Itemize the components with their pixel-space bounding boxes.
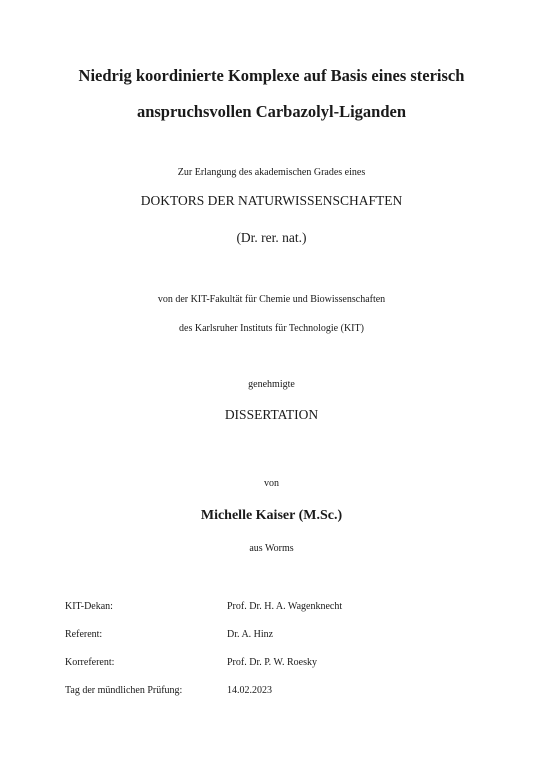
committee-value: Prof. Dr. H. A. Wagenknecht (227, 601, 343, 612)
degree-abbreviation: (Dr. rer. nat.) (236, 230, 307, 245)
approved-text: genehmigte (248, 379, 295, 390)
institute-text: des Karlsruher Instituts für Technologie (KIT) (179, 323, 364, 334)
committee-label: Korreferent: (65, 657, 115, 668)
committee-label: KIT-Dekan: (65, 601, 113, 612)
author-name: Michelle Kaiser (M.Sc.) (200, 508, 343, 523)
committee-value: Dr. A. Hinz (227, 629, 274, 640)
committee-row-referee (65, 628, 505, 642)
committee-value: 14.02.2023 (227, 685, 272, 696)
committee-label: Tag der mündlichen Prüfung: (65, 685, 183, 696)
author-origin: aus Worms (249, 543, 294, 554)
faculty-text: von der KIT-Fakultät für Chemie und Biowissenschaften (157, 294, 386, 305)
degree-title: DOKTORS DER NATURWISSENSCHAFTEN (140, 193, 403, 208)
committee-label: Referent: (65, 629, 103, 640)
thesis-title-line-1: Niedrig koordinierte Komplexe auf Basis eines sterisch (78, 66, 465, 85)
document-type: DISSERTATION (224, 407, 319, 422)
committee-row-coreferee (65, 656, 505, 670)
purpose-text: Zur Erlangung des akademischen Grades eines (177, 167, 366, 178)
by-text: von (264, 478, 279, 489)
committee-row-dean (65, 600, 505, 614)
thesis-title-line-2: anspruchsvollen Carbazolyl-Liganden (136, 102, 407, 121)
committee-row-exam-date (65, 684, 505, 698)
committee-value: Prof. Dr. P. W. Roesky (227, 657, 318, 668)
